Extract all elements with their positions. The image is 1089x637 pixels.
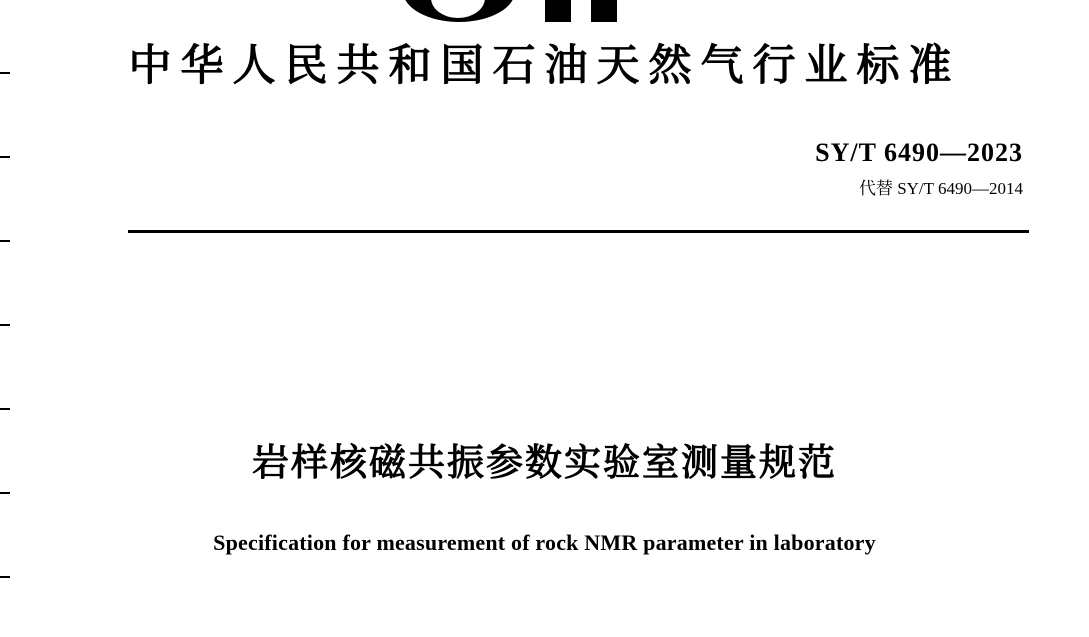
sy-standard-logo-icon bbox=[395, 0, 695, 22]
national-industry-standard-header: 中华人民共和国石油天然气行业标准 bbox=[128, 42, 961, 90]
header-divider bbox=[128, 230, 1029, 233]
margin-tick bbox=[0, 324, 10, 326]
document-title-english: Specification for measurement of rock NMR parameter in laboratory bbox=[213, 530, 876, 555]
document-title-chinese: 岩样核磁共振参数实验室测量规范 bbox=[252, 442, 837, 483]
margin-tick bbox=[0, 492, 10, 494]
standard-number: SY/T 6490—2023 bbox=[815, 138, 1023, 167]
margin-tick bbox=[0, 156, 10, 158]
margin-tick bbox=[0, 576, 10, 578]
margin-tick bbox=[0, 408, 10, 410]
margin-tick bbox=[0, 240, 10, 242]
standard-replaces-note: 代替 SY/T 6490—2014 bbox=[858, 179, 1023, 198]
